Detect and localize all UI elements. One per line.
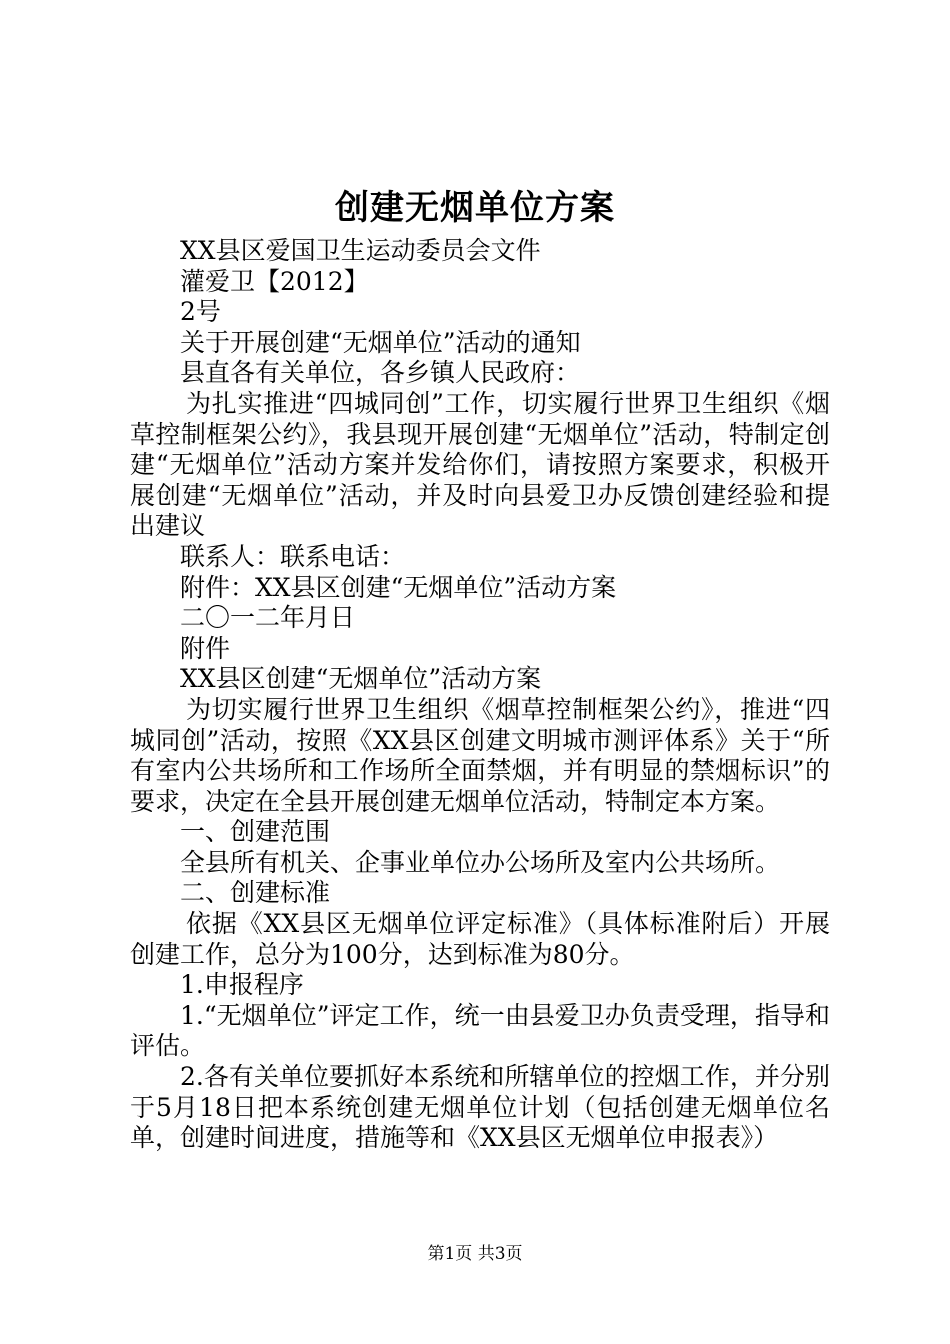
page-footer: 第1页 共3页	[427, 1244, 523, 1264]
paragraph-contact: 联系人：联系电话：	[180, 541, 406, 571]
paragraph-recipients: 县直各有关单位，各乡镇人民政府：	[180, 358, 581, 388]
paragraph-date: 二〇一二年月日	[180, 603, 356, 633]
paragraph-doc-number: 灌爱卫【2012】	[180, 266, 369, 296]
paragraph-issuer: XX县区爱国卫生运动委员会文件	[180, 236, 541, 265]
section-heading-scope: 一、创建范围	[180, 817, 331, 847]
document-body	[130, 236, 830, 1154]
paragraph-notice-title: 关于开展创建“无烟单位”活动的通知	[180, 327, 581, 357]
paragraph-procedure-2: 2.各有关单位要抓好本系统和所辖单位的控烟工作，并分别于5月18日把本系统创建无烟单位计划（包括创建无烟单位名单，创建时间进度，措施等和《XX县区无烟单位申报表》）	[130, 1062, 830, 1153]
section-heading-standard: 二、创建标准	[180, 878, 331, 908]
paragraph-standard: 依据《XX县区无烟单位评定标准》（具体标准附后）开展创建工作，总分为100分，达到标准为80分。	[130, 909, 830, 969]
section-heading-procedure: 1.申报程序	[180, 970, 304, 1000]
paragraph-plan-title: XX县区创建“无烟单位”活动方案	[180, 664, 542, 694]
paragraph-doc-number-suffix: 2号	[180, 297, 221, 327]
paragraph-attachment-heading: 附件	[180, 633, 231, 663]
paragraph-attachment: 附件：XX县区创建“无烟单位”活动方案	[180, 572, 617, 602]
paragraph-procedure-1: 1.“无烟单位”评定工作，统一由县爱卫办负责受理，指导和评估。	[130, 1000, 830, 1061]
paragraph-scope: 全县所有机关、企事业单位办公场所及室内公共场所。	[180, 847, 781, 877]
paragraph-notice-body: 为扎实推进“四城同创”工作，切实履行世界卫生组织《烟草控制框架公约》，我县现开展创建“无烟单位”活动，特制定创建“无烟单位”活动方案并发给你们，请按照方案要求，积极开展创建“无烟单位”活动，并及时向县爱卫办反馈创建经验和提出建议	[130, 388, 830, 541]
paragraph-plan-intro: 为切实履行世界卫生组织《烟草控制框架公约》，推进“四城同创”活动，按照《XX县区创建文明城市测评体系》关于“所有室内公共场所和工作场所全面禁烟，并有明显的禁烟标识”的要求，决定在全县开展创建无烟单位活动，特制定本方案。	[130, 694, 830, 816]
document-title: 创建无烟单位方案	[335, 188, 615, 228]
